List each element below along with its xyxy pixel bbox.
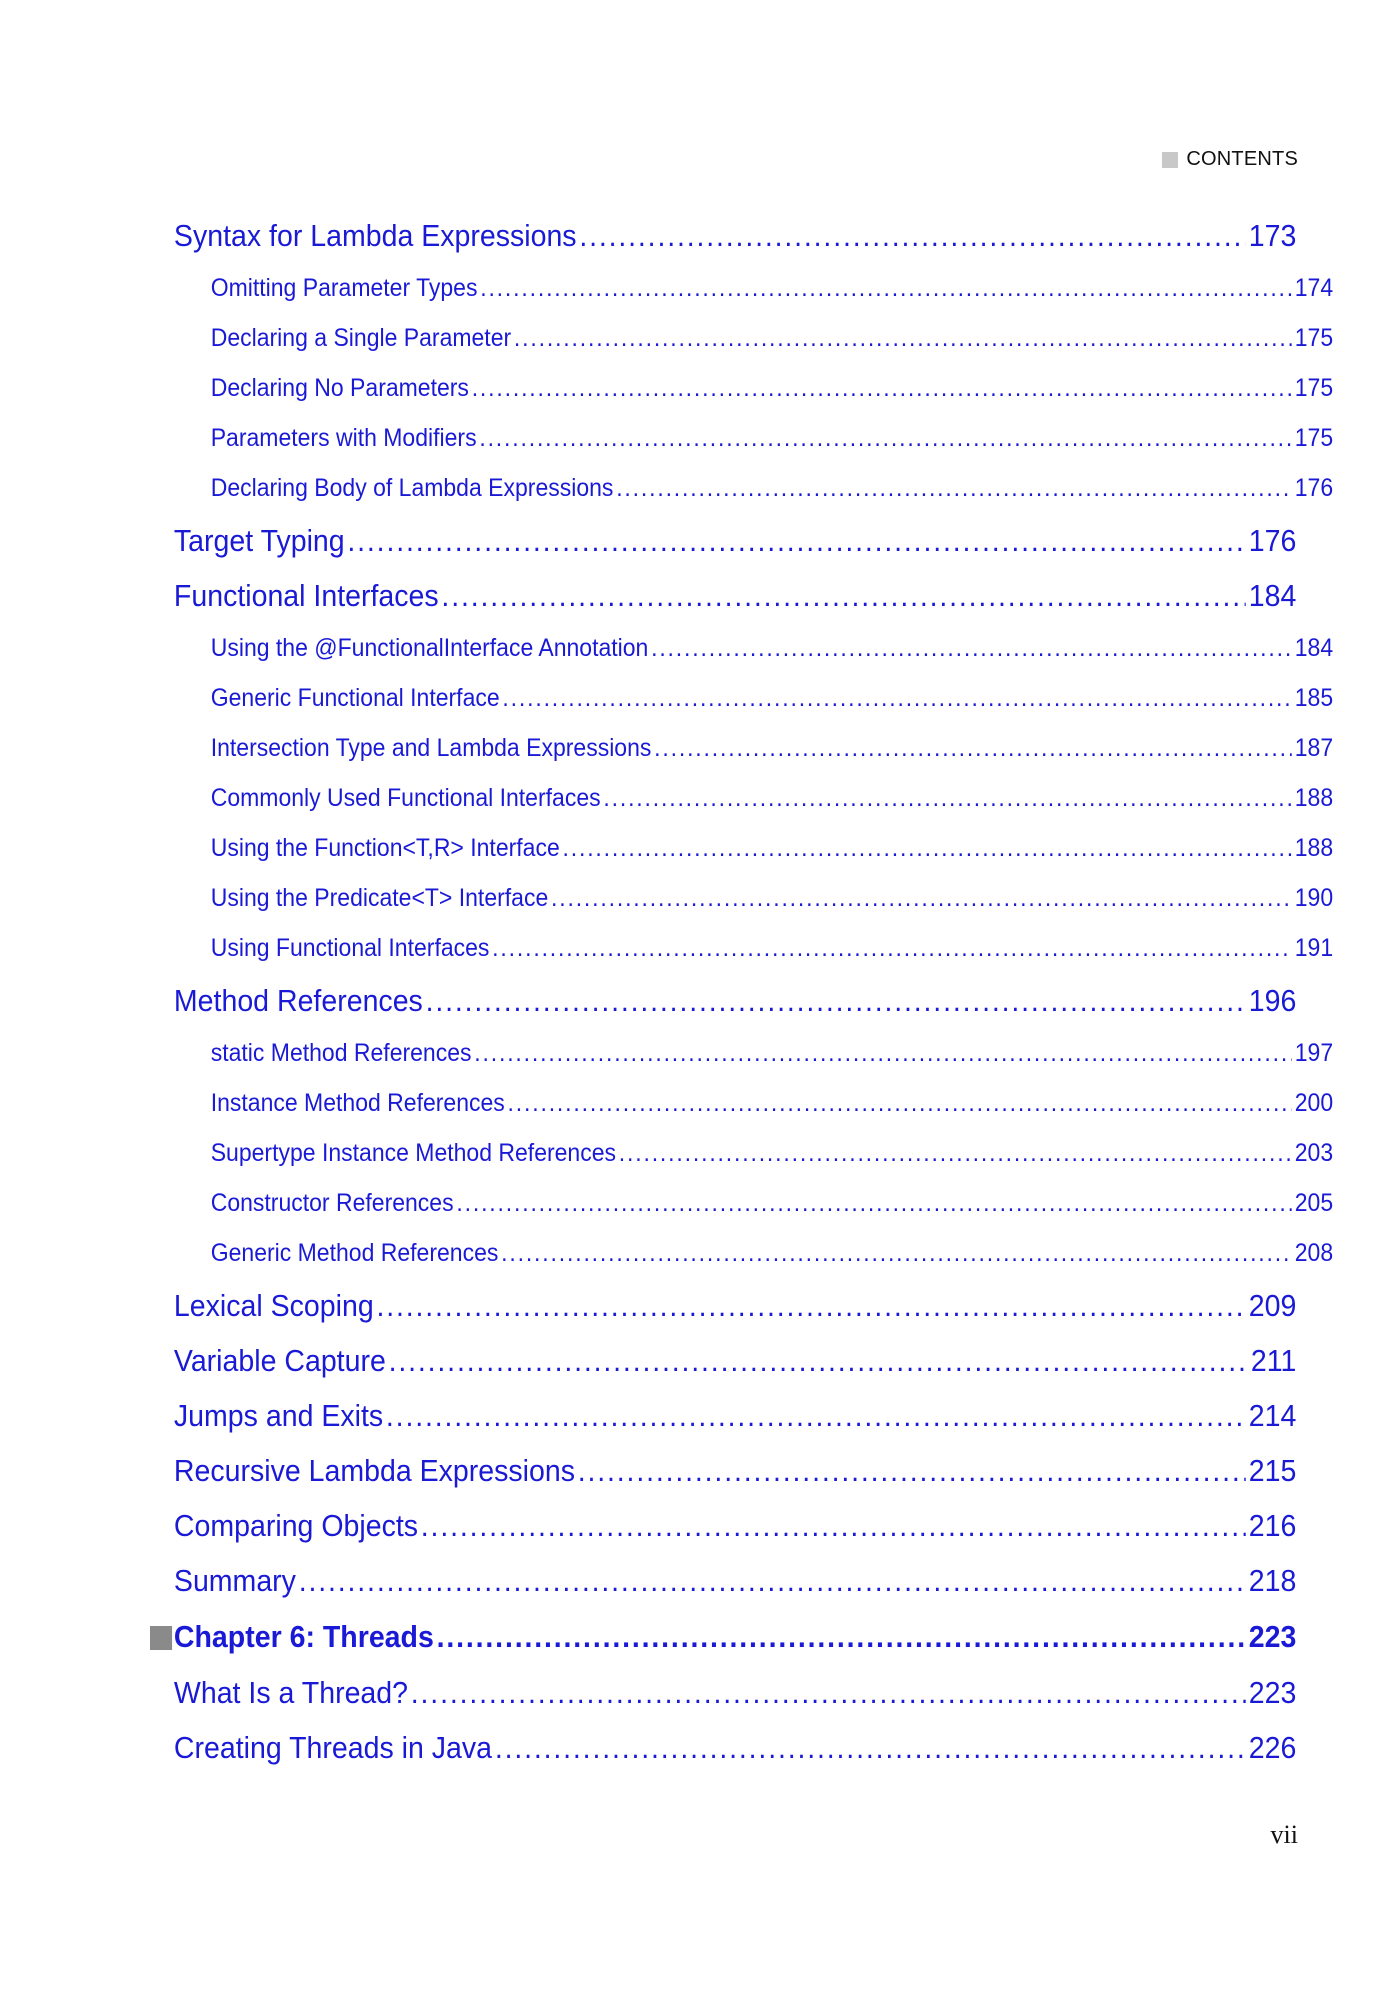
dot-leader: [492, 923, 1292, 973]
toc-entry-title: Using the Predicate<T> Interface: [210, 884, 549, 912]
toc-entry[interactable]: [150, 623, 1333, 673]
page-number: vii: [1270, 1820, 1298, 1849]
toc-entry-page: 218: [1248, 1563, 1297, 1598]
toc-entry-title: Generic Method References: [210, 1239, 499, 1267]
header-label: CONTENTS: [1186, 148, 1298, 170]
toc-entry-title: Using the Function<T,R> Interface: [210, 834, 560, 862]
dot-leader: [603, 773, 1292, 823]
toc-entry[interactable]: [150, 1333, 1296, 1388]
toc-entry-title: Target Typing: [173, 523, 345, 558]
dot-leader: [480, 263, 1292, 313]
toc-entry-page: 223: [1248, 1675, 1297, 1710]
toc-entry-title: Supertype Instance Method References: [210, 1139, 617, 1167]
dot-leader: [651, 623, 1292, 673]
toc-entry-page: 223: [1248, 1619, 1297, 1654]
toc-entry-title: Chapter 6: Threads: [173, 1619, 434, 1654]
toc-entry[interactable]: [150, 208, 1296, 263]
square-bullet-icon: [1162, 152, 1178, 168]
toc-entry[interactable]: [150, 1178, 1333, 1228]
toc-entry[interactable]: [150, 568, 1296, 623]
toc-entry-title: Lexical Scoping: [173, 1288, 374, 1323]
toc-entry[interactable]: [150, 823, 1333, 873]
toc-entry[interactable]: [150, 1278, 1296, 1333]
toc-entry-title: Generic Functional Interface: [210, 684, 500, 712]
dot-leader: [514, 313, 1292, 363]
dot-leader: [563, 823, 1292, 873]
toc-entry-page: 200: [1294, 1089, 1334, 1117]
toc-entry[interactable]: [150, 1553, 1296, 1608]
toc-entry-page: 175: [1294, 424, 1334, 452]
toc-entry-page: 197: [1294, 1039, 1334, 1067]
toc-entry-page: 185: [1294, 684, 1334, 712]
toc-entry[interactable]: [150, 313, 1333, 363]
toc-entry-title: static Method References: [210, 1039, 472, 1067]
toc-entry-page: 205: [1294, 1189, 1334, 1217]
dot-leader: [616, 463, 1292, 513]
toc-entry-page: 188: [1294, 784, 1334, 812]
toc-entry-title: Declaring a Single Parameter: [210, 324, 512, 352]
toc-entry-title: Jumps and Exits: [173, 1398, 384, 1433]
toc-entry[interactable]: [150, 1388, 1296, 1443]
toc-entry-page: 190: [1294, 884, 1334, 912]
toc-entry-page: 209: [1248, 1288, 1297, 1323]
toc-entry-title: Using the @FunctionalInterface Annotation: [210, 634, 649, 662]
table-of-contents: [150, 208, 1334, 1775]
toc-entry-title: Omitting Parameter Types: [210, 274, 478, 302]
dot-leader: [495, 1720, 1246, 1775]
dot-leader: [654, 723, 1292, 773]
dot-leader: [501, 1228, 1292, 1278]
dot-leader: [551, 873, 1292, 923]
dot-leader: [299, 1553, 1246, 1608]
toc-entry-page: 188: [1294, 834, 1334, 862]
dot-leader: [426, 973, 1246, 1028]
toc-entry-page: 216: [1248, 1508, 1297, 1543]
dot-leader: [508, 1078, 1292, 1128]
toc-entry-title: Intersection Type and Lambda Expressions: [210, 734, 652, 762]
toc-entry-title: Variable Capture: [173, 1343, 386, 1378]
toc-entry[interactable]: [150, 1028, 1333, 1078]
toc-entry-title: Using Functional Interfaces: [210, 934, 490, 962]
dot-leader: [411, 1665, 1246, 1720]
dot-leader: [502, 673, 1292, 723]
toc-entry-title: Parameters with Modifiers: [210, 424, 477, 452]
toc-entry[interactable]: [150, 1665, 1296, 1720]
toc-entry[interactable]: [150, 1128, 1333, 1178]
toc-entry-page: 175: [1294, 374, 1334, 402]
dot-leader: [389, 1333, 1248, 1388]
toc-entry[interactable]: [150, 1720, 1296, 1775]
running-header: [1162, 148, 1298, 171]
toc-entry-title: Commonly Used Functional Interfaces: [210, 784, 601, 812]
toc-entry-title: Recursive Lambda Expressions: [173, 1453, 575, 1488]
toc-entry-title: Comparing Objects: [173, 1508, 419, 1543]
toc-entry-page: 175: [1294, 324, 1334, 352]
toc-entry-page: 176: [1248, 523, 1297, 558]
toc-entry-page: 211: [1250, 1343, 1297, 1378]
toc-entry-page: 184: [1248, 578, 1297, 613]
toc-entry-page: 226: [1248, 1730, 1297, 1765]
dot-leader: [578, 1443, 1246, 1498]
dot-leader: [456, 1178, 1292, 1228]
toc-entry[interactable]: [150, 1228, 1333, 1278]
toc-entry-page: 187: [1294, 734, 1334, 762]
dot-leader: [474, 1028, 1292, 1078]
toc-entry[interactable]: [150, 263, 1333, 313]
toc-entry[interactable]: [150, 413, 1333, 463]
toc-entry[interactable]: [150, 1443, 1296, 1498]
toc-entry[interactable]: [150, 513, 1296, 568]
dot-leader: [421, 1498, 1246, 1553]
toc-entry-page: 208: [1294, 1239, 1334, 1267]
toc-entry-page: 176: [1294, 474, 1334, 502]
toc-entry[interactable]: [150, 923, 1333, 973]
chapter-square-icon: [150, 1626, 172, 1650]
toc-entry-title: Constructor References: [210, 1189, 454, 1217]
toc-entry-title: What Is a Thread?: [173, 1675, 409, 1710]
toc-entry-page: 191: [1294, 934, 1334, 962]
dot-leader: [472, 363, 1292, 413]
toc-chapter-entry[interactable]: [150, 1608, 1296, 1665]
toc-entry-page: 184: [1294, 634, 1334, 662]
toc-entry-title: Creating Threads in Java: [173, 1730, 493, 1765]
toc-entry-page: 196: [1248, 983, 1297, 1018]
toc-entry[interactable]: [150, 463, 1333, 513]
toc-entry[interactable]: [150, 1078, 1333, 1128]
toc-entry-page: 174: [1294, 274, 1334, 302]
toc-entry-title: Functional Interfaces: [173, 578, 439, 613]
dot-leader: [619, 1128, 1292, 1178]
toc-entry-title: Instance Method References: [210, 1089, 505, 1117]
toc-entry-title: Declaring Body of Lambda Expressions: [210, 474, 614, 502]
toc-entry-page: 215: [1248, 1453, 1297, 1488]
dot-leader: [347, 513, 1246, 568]
toc-entry[interactable]: [150, 723, 1333, 773]
toc-entry-title: Summary: [173, 1563, 296, 1598]
toc-entry-title: Method References: [173, 983, 423, 1018]
toc-entry[interactable]: [150, 1498, 1296, 1553]
dot-leader: [479, 413, 1292, 463]
toc-entry[interactable]: [150, 363, 1333, 413]
dot-leader: [441, 568, 1246, 623]
toc-entry-title: Declaring No Parameters: [210, 374, 469, 402]
toc-entry[interactable]: [150, 973, 1296, 1028]
toc-entry-page: 173: [1248, 218, 1297, 253]
toc-entry-page: 203: [1294, 1139, 1334, 1167]
toc-entry[interactable]: [150, 873, 1333, 923]
toc-entry-page: 214: [1248, 1398, 1297, 1433]
dot-leader: [376, 1278, 1246, 1333]
dot-leader: [386, 1388, 1246, 1443]
dot-leader: [437, 1608, 1246, 1665]
toc-entry-title: Syntax for Lambda Expressions: [173, 218, 577, 253]
dot-leader: [579, 208, 1246, 263]
toc-entry[interactable]: [150, 673, 1333, 723]
toc-entry[interactable]: [150, 773, 1333, 823]
